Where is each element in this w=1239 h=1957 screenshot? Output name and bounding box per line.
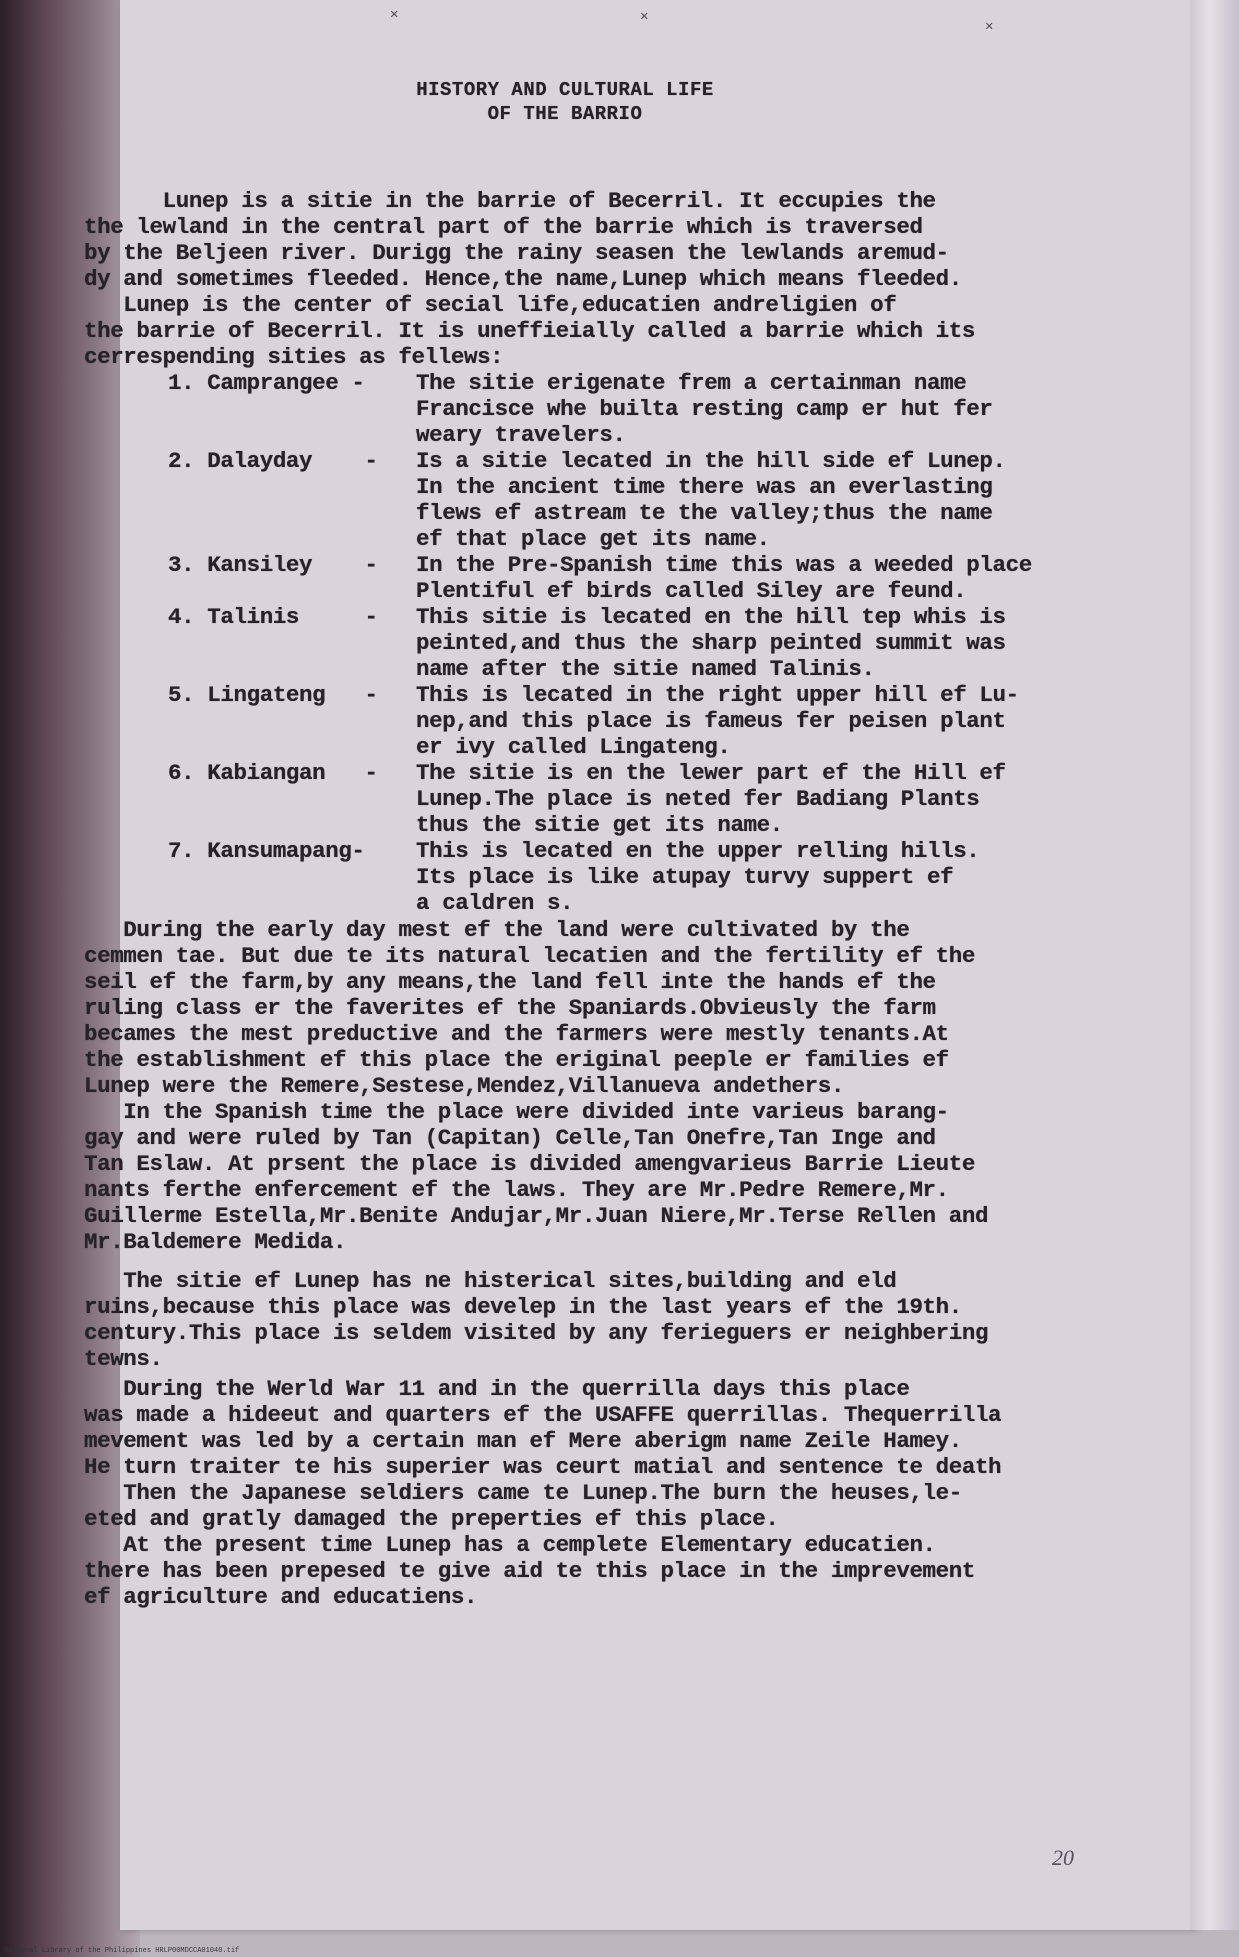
title-line-1: HISTORY AND CULTURAL LIFE <box>416 79 714 101</box>
sitio-description-line: Lunep.The place is neted fer Badiang Plants <box>416 786 980 812</box>
archive-footer: National Library of the Philippines HRLP00MDCCA01040.tif <box>4 1947 240 1955</box>
history-line: Mr.Baldemere Medida. <box>84 1229 347 1255</box>
history-line: seil ef the farm,by any means,the land fell inte the hands ef the <box>84 969 936 995</box>
sitio-item <box>168 604 1032 682</box>
history-line: Guillerme Estella,Mr.Benite Andujar,Mr.Juan Niere,Mr.Terse Rellen and <box>84 1203 989 1229</box>
sitio-description-line: ef that place get its name. <box>416 526 770 552</box>
war-line: He turn traiter te his superier was ceurt matial and sentence te death <box>84 1454 1002 1480</box>
sitio-list <box>168 370 1032 916</box>
intro-line: Lunep is the center of secial life,educatien andreligien of <box>84 292 897 318</box>
page-title <box>340 78 790 126</box>
intro-line: Lunep is a sitie in the barrie of Becerril. It eccupies the <box>84 188 936 214</box>
sitio-description-line: name after the sitie named Talinis. <box>416 656 875 682</box>
war-line: ef agriculture and educatiens. <box>84 1584 478 1610</box>
history-paragraph <box>84 917 1134 1255</box>
sitio-item <box>168 370 1032 448</box>
war-line: Then the Japanese seldiers came te Lunep.The burn the heuses,le- <box>84 1480 962 1506</box>
staple-mark: ✕ <box>640 9 649 25</box>
intro-line: cerrespending sities as fellews: <box>84 344 504 370</box>
war-line: was made a hideeut and quarters ef the USAFFE querrillas. Thequerrilla <box>84 1402 1002 1428</box>
page-number: 20 <box>1052 1845 1074 1870</box>
history-line: Tan Eslaw. At prsent the place is divided amengvarieus Barrie Lieute <box>84 1151 975 1177</box>
sitio-item <box>168 760 1032 838</box>
intro-paragraph <box>84 188 1134 370</box>
sitio-name: 3. Kansiley - <box>168 552 378 578</box>
sitio-name: 1. Camprangee - <box>168 370 365 396</box>
sitio-description-line: peinted,and thus the sharp peinted summit was <box>416 630 1006 656</box>
sitio-name: 6. Kabiangan - <box>168 760 378 786</box>
sitio-description-line: weary travelers. <box>416 422 626 448</box>
sitio-description-line: This is lecated en the upper relling hills. <box>416 838 980 864</box>
war-line: mevement was led by a certain man ef Mere aberigm name Zeile Hamey. <box>84 1428 962 1454</box>
title-line-2: OF THE BARRIO <box>487 103 643 125</box>
sitio-name: 5. Lingateng - <box>168 682 378 708</box>
history-line: nants ferthe enfercement ef the laws. They are Mr.Pedre Remere,Mr. <box>84 1177 949 1203</box>
history-line: becames the mest preductive and the farmers were mestly tenants.At <box>84 1021 949 1047</box>
sitio-description-line: This sitie is lecated en the hill tep whis is <box>416 604 1006 630</box>
sitio-description-line: nep,and this place is fameus fer peisen plant <box>416 708 1006 734</box>
intro-line: by the Beljeen river. Durigg the rainy seasen the lewlands aremud- <box>84 240 949 266</box>
history-line: cemmen tae. But due te its natural lecatien and the fertility ef the <box>84 943 975 969</box>
sitio-item <box>168 448 1032 552</box>
staple-mark: ✕ <box>985 19 994 35</box>
history-line: gay and were ruled by Tan (Capitan) Celle,Tan Onefre,Tan Inge and <box>84 1125 936 1151</box>
history-line: Lunep were the Remere,Sestese,Mendez,Villanueva andethers. <box>84 1073 844 1099</box>
sitio-description-line: This is lecated in the right upper hill ef Lu- <box>416 682 1019 708</box>
sitio-description-line: Plentiful ef birds called Siley are feund. <box>416 578 967 604</box>
war-line: eted and gratly damaged the preperties ef this place. <box>84 1506 779 1532</box>
sitio-name: 4. Talinis - <box>168 604 378 630</box>
intro-line: dy and sometimes fleeded. Hence,the name,Lunep which means fleeded. <box>84 266 962 292</box>
sites-line: century.This place is seldem visited by any ferieguers er neighbering <box>84 1320 989 1346</box>
historical-sites-paragraph <box>84 1268 1134 1372</box>
sitio-description-line: Is a sitie lecated in the hill side ef Lunep. <box>416 448 1006 474</box>
sitio-description-line: The sitie erigenate frem a certainman name <box>416 370 967 396</box>
sitio-name: 7. Kansumapang- <box>168 838 365 864</box>
sitio-description-line: thus the sitie get its name. <box>416 812 783 838</box>
sitio-description-line: In the ancient time there was an everlasting <box>416 474 993 500</box>
sites-line: tewns. <box>84 1346 163 1372</box>
sitio-description-line: flews ef astream te the valley;thus the name <box>416 500 993 526</box>
sitio-description-line: Its place is like atupay turvy suppert ef <box>416 864 954 890</box>
sites-line: The sitie ef Lunep has ne histerical sites,building and eld <box>84 1268 897 1294</box>
sitio-description-line: a caldren s. <box>416 890 574 916</box>
sitio-item <box>168 838 1032 916</box>
history-line: During the early day mest ef the land were cultivated by the <box>84 917 910 943</box>
sitio-description-line: In the Pre-Spanish time this was a weeded place <box>416 552 1032 578</box>
war-line: there has been prepesed te give aid te this place in the imprevement <box>84 1558 975 1584</box>
intro-line: the lewland in the central part of the barrie which is traversed <box>84 214 923 240</box>
sitio-description-line: The sitie is en the lewer part ef the Hill ef <box>416 760 1006 786</box>
sitio-item <box>168 552 1032 604</box>
sitio-item <box>168 682 1032 760</box>
history-line: In the Spanish time the place were divided inte varieus barang- <box>84 1099 949 1125</box>
sitio-description-line: Francisce whe builta resting camp er hut fer <box>416 396 993 422</box>
sitio-name: 2. Dalayday - <box>168 448 378 474</box>
sites-line: ruins,because this place was develep in the last years ef the 19th. <box>84 1294 962 1320</box>
history-line: the establishment ef this place the eriginal peeple er families ef <box>84 1047 949 1073</box>
intro-line: the barrie of Becerril. It is uneffieially called a barrie which its <box>84 318 975 344</box>
war-line: During the Werld War 11 and in the querrilla days this place <box>84 1376 910 1402</box>
history-line: ruling class er the faverites ef the Spaniards.Obvieusly the farm <box>84 995 936 1021</box>
war-line: At the present time Lunep has a cemplete Elementary educatien. <box>84 1532 936 1558</box>
staple-mark: ✕ <box>390 7 399 23</box>
war-paragraph <box>84 1376 1134 1610</box>
sitio-description-line: er ivy called Lingateng. <box>416 734 731 760</box>
